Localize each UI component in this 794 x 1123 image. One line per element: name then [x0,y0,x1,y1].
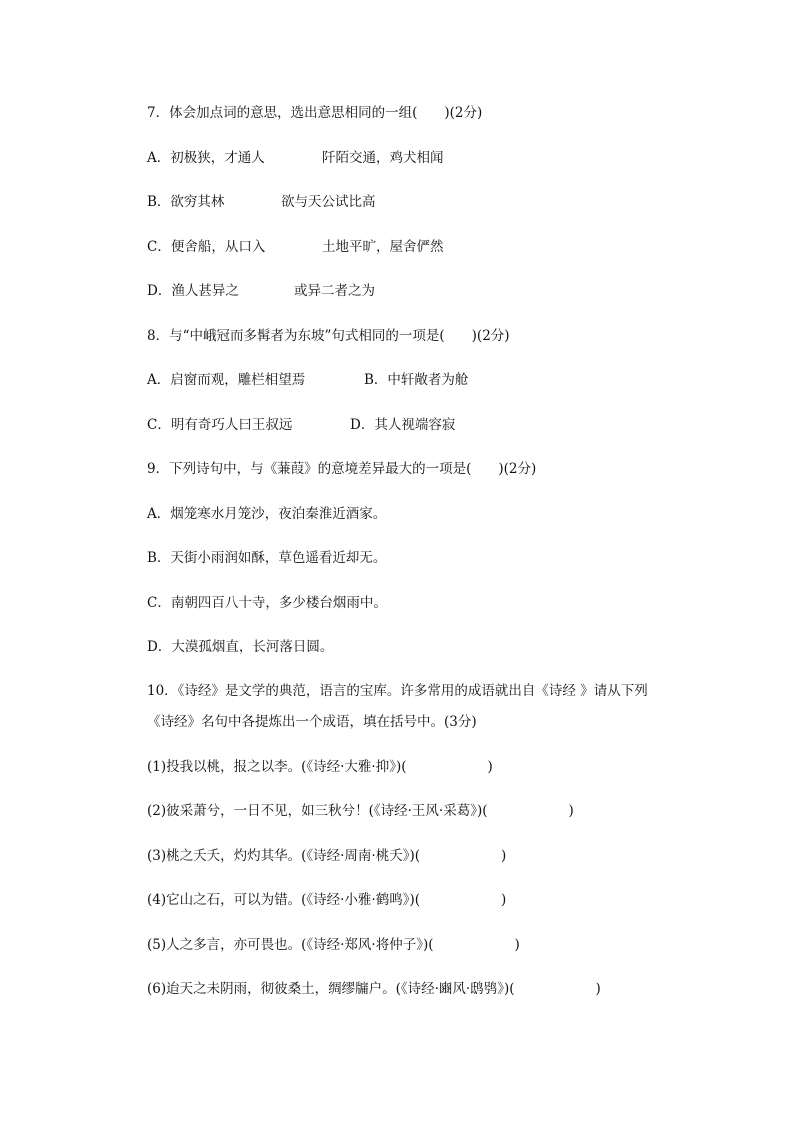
option-c: C．明有奇巧人曰王叔远 [147,417,293,433]
question-9-option-a: A．烟笼寒水月笼沙，夜泊秦淮近酒家。 [147,506,387,522]
question-10-item-1: (1)投我以桃，报之以李。(《诗经·大雅·抑》)( ) [147,759,493,775]
question-9-stem: 9．下列诗句中，与《蒹葭》的意境差异最大的一项是( )(2分) [147,461,537,477]
option-d-right: 或异二者之为 [294,283,375,299]
option-b-right: 欲与天公试比高 [281,194,376,210]
question-7-stem: 7．体会加点词的意思，选出意思相同的一组( )(2分) [147,105,483,121]
option-a: A．启窗而观，雕栏相望焉 [147,372,306,388]
option-c-right: 土地平旷，屋舍俨然 [322,239,444,255]
question-10-stem-line-1: 10．《诗经》是文学的典范，语言的宝库。许多常用的成语就出自《诗经 》请从下列 [147,683,648,699]
option-d: D．其人视端容寂 [350,417,456,433]
option-c-left: C．便舍船，从口入 [147,239,266,255]
question-8-stem: 8．与“中峨冠而多髯者为东坡”句式相同的一项是( )(2分) [147,328,510,344]
question-9-option-d: D．大漠孤烟直，长河落日圆。 [147,639,334,655]
question-10-item-3: (3)桃之夭夭，灼灼其华。(《诗经·周南·桃夭》)( ) [147,848,507,864]
question-9-option-b: B．天街小雨润如酥，草色遥看近却无。 [147,550,387,566]
option-a-left: A．初极狭，才通人 [147,150,265,166]
question-9-option-c: C．南朝四百八十寺，多少楼台烟雨中。 [147,595,387,611]
question-10-item-5: (5)人之多言，亦可畏也。(《诗经·郑风·将仲子》)( ) [147,937,520,953]
question-10-item-6: (6)迨天之未阴雨，彻彼桑土，绸缪牖户。(《诗经·豳风·鸱鸮》)( ) [147,981,601,997]
option-a-right: 阡陌交通，鸡犬相闻 [322,150,444,166]
option-b: B．中轩敞者为舱 [364,372,469,388]
option-d-left: D．渔人甚异之 [147,283,239,299]
option-b-left: B．欲穷其林 [147,194,225,210]
question-10-stem-line-2: 《诗经》名句中各提炼出一个成语，填在括号中。(3分) [147,714,477,730]
question-10-item-4: (4)它山之石，可以为错。(《诗经·小雅·鹤鸣》)( ) [147,892,507,908]
question-10-item-2: (2)彼采萧兮，一日不见，如三秋兮！(《诗经·王风·采葛》)( ) [147,803,574,819]
